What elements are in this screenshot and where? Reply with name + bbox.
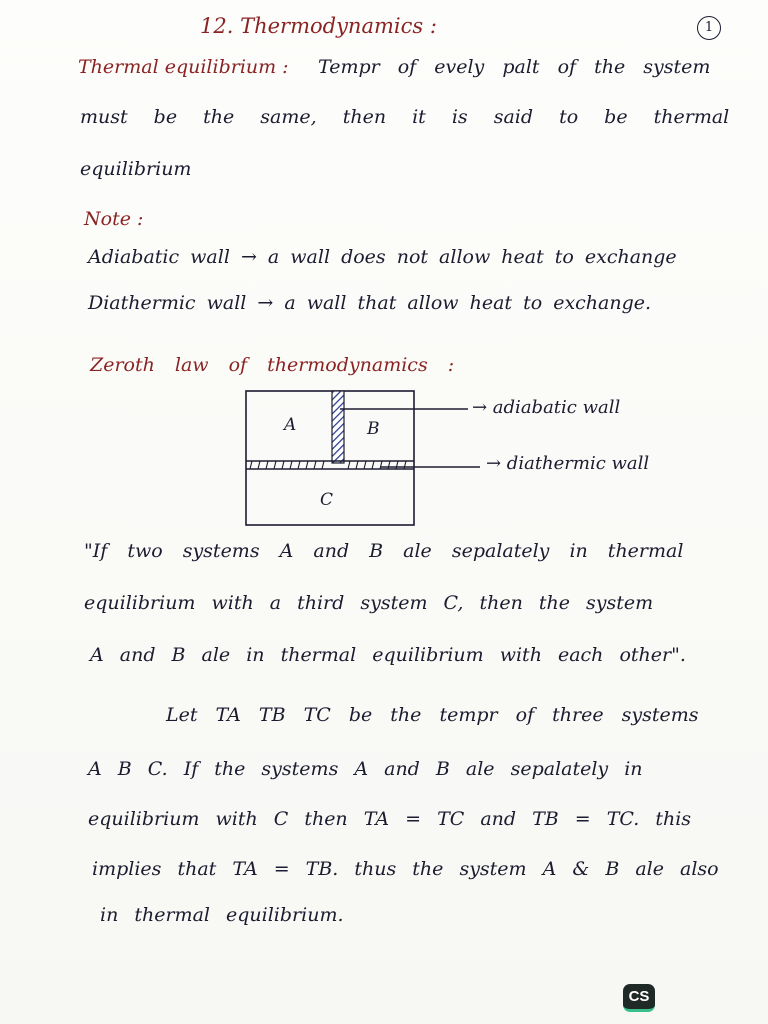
adiabatic-wall — [332, 391, 344, 463]
page-number: 1 — [697, 16, 721, 40]
zeroth-law-statement-line-3: A and B ale in thermal equilibrium with each other". — [90, 644, 686, 666]
thermal-equilibrium-line-1: Tempr of evely palt of the system — [318, 56, 711, 78]
explanation-line-3: equilibrium with C then TA = TC and TB = TC. this — [88, 808, 692, 830]
note-label: Note : — [84, 208, 144, 230]
page-title: 12. Thermodynamics : — [200, 14, 437, 38]
note-diathermic-wall: Diathermic wall → a wall that allow heat to exchange. — [88, 292, 652, 314]
system-c-label: C — [320, 490, 334, 510]
zeroth-law-title: Zeroth law of thermodynamics : — [90, 354, 455, 376]
explanation-line-2: A B C. If the systems A and B ale sepalately in — [88, 758, 643, 780]
system-a-label: A — [284, 415, 297, 435]
system-b-label: B — [367, 419, 380, 439]
thermal-equilibrium-term: Thermal equilibrium : — [78, 56, 289, 78]
camscanner-badge: CS — [623, 984, 655, 1012]
diathermic-wall-label: → diathermic wall — [486, 453, 650, 474]
explanation-line-5: in thermal equilibrium. — [100, 904, 344, 926]
zeroth-law-diagram — [240, 385, 660, 535]
thermal-equilibrium-line-2: must be the same, then it is said to be thermal — [80, 106, 730, 128]
explanation-line-1: Let TA TB TC be the tempr of three systems — [166, 704, 699, 726]
zeroth-law-statement-line-1: "If two systems A and B ale sepalately in thermal — [84, 540, 684, 562]
zeroth-law-statement-line-2: equilibrium with a third system C, then the system — [84, 592, 654, 614]
diathermic-hatching — [250, 461, 406, 469]
note-adiabatic-wall: Adiabatic wall → a wall does not allow heat to exchange — [88, 246, 677, 268]
adiabatic-wall-label: → adiabatic wall — [472, 397, 621, 418]
explanation-line-4: implies that TA = TB. thus the system A & B ale also — [92, 858, 719, 880]
thermal-equilibrium-line-3: equilibrium — [80, 158, 192, 180]
